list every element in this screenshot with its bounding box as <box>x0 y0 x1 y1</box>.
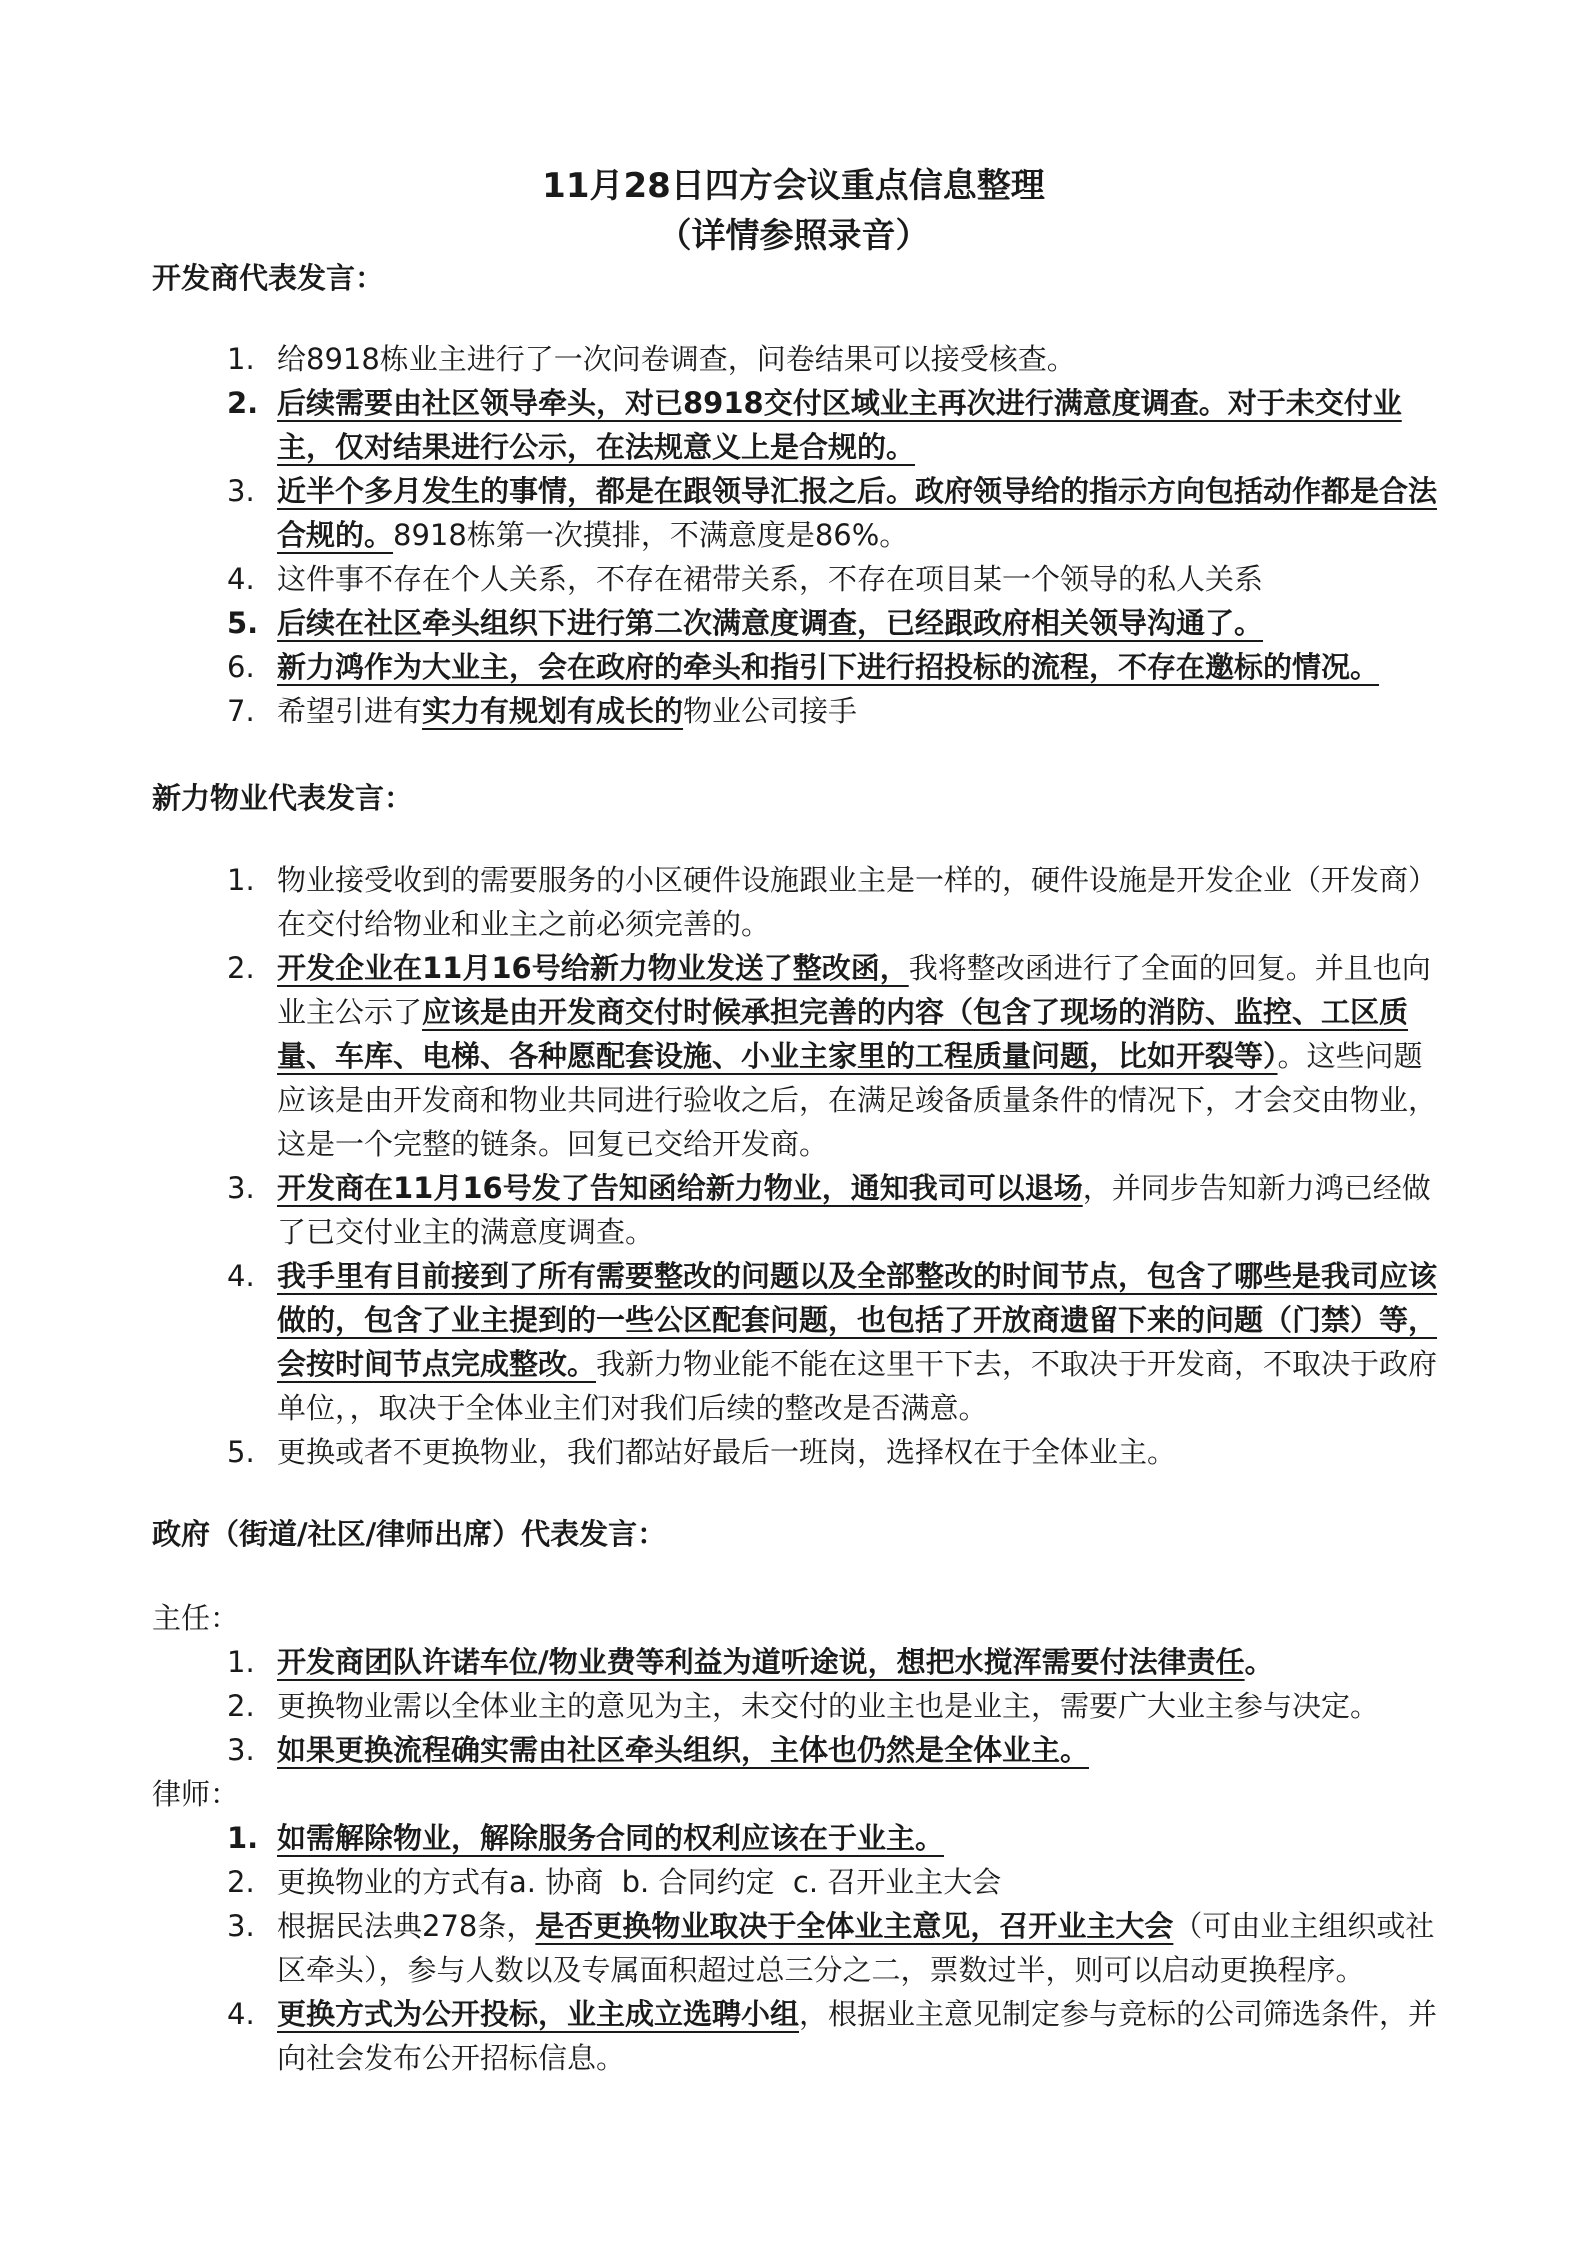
item-number: 1. <box>227 863 255 897</box>
document-title: 11月28日四方会议重点信息整理 <box>542 166 1045 206</box>
item-text: ，根据业主意见制定参与竞标的公司筛选条件，并向社会发布公开招标信息。 <box>277 1997 1438 2075</box>
list-item <box>152 337 1442 381</box>
item-text: 更换或者不更换物业，我们都站好最后一班岗，选择权在于全体业主。 <box>277 1435 1177 1469</box>
list-item <box>152 1992 1442 2080</box>
item-text: 。这些问题应该是由开发商和物业共同进行验收之后，在满足竣备质量条件的情况下，才会交由物业，这是一个完整的链条。回复已交给开发商。 <box>277 1039 1438 1161</box>
item-text: 物业公司接手 <box>683 694 858 728</box>
item-number: 2. <box>227 1689 255 1723</box>
item-text-highlighted: 是否更换物业取决于全体业主意见，召开业主大会 <box>535 1909 1174 1943</box>
item-number: 5. <box>227 1435 255 1469</box>
list-item <box>152 858 1442 946</box>
list-item <box>152 1816 1442 1860</box>
item-number: 4. <box>227 1997 255 2031</box>
item-text: 这件事不存在个人关系，不存在裙带关系，不存在项目某一个领导的私人关系 <box>277 562 1264 596</box>
item-text-highlighted: 近半个多月发生的事情，都是在跟领导汇报之后。政府领导给的指示方向包括动作都是合法合规的。 <box>277 474 1438 552</box>
item-number: 3. <box>227 474 255 508</box>
list-item <box>152 1728 1442 1772</box>
government-heading: 政府（街道/社区/律师出席）代表发言： <box>152 1517 667 1551</box>
item-text-highlighted: 新力鸿作为大业主，会在政府的牵头和指引下进行招投标的流程，不存在邀标的情况。 <box>277 650 1380 684</box>
list-item <box>152 1684 1442 1728</box>
property-list <box>152 858 1442 1474</box>
item-text: 8918栋第一次摸排，不满意度是86%。 <box>393 518 909 552</box>
item-text-highlighted: 如需解除物业，解除服务合同的权利应该在于业主。 <box>277 1821 945 1855</box>
property-heading: 新力物业代表发言： <box>152 781 414 815</box>
list-item <box>152 1430 1442 1474</box>
list-item <box>152 645 1442 689</box>
lawyer-label: 律师： <box>152 1777 240 1811</box>
developer-list <box>152 337 1442 733</box>
item-text: 给8918栋业主进行了一次问卷调查，问卷结果可以接受核查。 <box>277 342 1076 376</box>
item-number: 1. <box>227 342 255 376</box>
item-text-highlighted: 更换方式为公开投标，业主成立选聘小组 <box>277 1997 800 2031</box>
item-number: 5. <box>227 606 259 640</box>
item-number: 6. <box>227 650 255 684</box>
list-item <box>152 1904 1442 1992</box>
developer-heading: 开发商代表发言： <box>152 261 385 295</box>
item-text: ，并同步告知新力鸿已经做了已交付业主的满意度调查。 <box>277 1171 1431 1249</box>
item-number: 3. <box>227 1733 255 1767</box>
item-text: 更换物业的方式有a. 协商 b. 合同约定 c. 召开业主大会 <box>277 1865 1002 1899</box>
item-text: 我将整改函进行了全面的回复。并且也向业主公示了 <box>277 951 1431 1029</box>
list-item <box>152 1254 1442 1430</box>
item-number: 2. <box>227 951 255 985</box>
list-item <box>152 1166 1442 1254</box>
list-item <box>152 1860 1442 1904</box>
item-text-highlighted: 如果更换流程确实需由社区牵头组织，主体也仍然是全体业主。 <box>277 1733 1090 1767</box>
item-text-highlighted: 应该是由开发商交付时候承担完善的内容（包含了现场的消防、监控、工区质量、车库、电梯、各种愿配套设施、小业主家里的工程质量问题，比如开裂等） <box>277 995 1409 1073</box>
lawyer-list <box>152 1816 1442 2080</box>
item-number: 3. <box>227 1171 255 1205</box>
item-number: 7. <box>227 694 255 728</box>
item-number: 1. <box>227 1645 255 1679</box>
item-text-highlighted: 开发企业在11月16号给新力物业发送了整改函， <box>277 951 909 985</box>
item-number: 2. <box>227 1865 255 1899</box>
list-item <box>152 601 1442 645</box>
item-number: 1. <box>227 1821 259 1855</box>
list-item <box>152 946 1442 1166</box>
director-list <box>152 1640 1442 1772</box>
item-text: 更换物业需以全体业主的意见为主，未交付的业主也是业主，需要广大业主参与决定。 <box>277 1689 1380 1723</box>
item-text-highlighted: 开发商在11月16号发了告知函给新力物业，通知我司可以退场 <box>277 1171 1083 1205</box>
list-item <box>152 689 1442 733</box>
item-text: 我新力物业能不能在这里干下去，不取决于开发商，不取决于政府单位，，取决于全体业主们对我们后续的整改是否满意。 <box>277 1347 1438 1425</box>
item-number: 4. <box>227 1259 255 1293</box>
item-text: 物业接受收到的需要服务的小区硬件设施跟业主是一样的，硬件设施是开发企业（开发商）在交付给物业和业主之前必须完善的。 <box>277 863 1438 941</box>
item-text: 根据民法典278条， <box>277 1909 536 1943</box>
director-label: 主任： <box>152 1601 240 1635</box>
list-item <box>152 469 1442 557</box>
item-text-highlighted: 后续需要由社区领导牵头，对已8918交付区域业主再次进行满意度调查。对于未交付业主，仅对结果进行公示，在法规意义上是合规的。 <box>277 386 1402 464</box>
item-number: 2. <box>227 386 259 420</box>
item-text-highlighted: 后续在社区牵头组织下进行第二次满意度调查，已经跟政府相关领导沟通了。 <box>277 606 1264 640</box>
item-number: 3. <box>227 1909 255 1943</box>
item-text: 。 <box>1244 1645 1274 1679</box>
item-text: 希望引进有 <box>277 694 423 728</box>
item-text-highlighted: 开发商团队许诺车位/物业费等利益为道听途说，想把水搅浑需要付法律责任 <box>277 1645 1245 1679</box>
item-text-highlighted: 实力有规划有成长的 <box>422 694 684 728</box>
item-text: （可由业主组织或社区牵头），参与人数以及专属面积超过总三分之二，票数过半，则可以启动更换程序。 <box>277 1909 1435 1987</box>
list-item <box>152 1640 1442 1684</box>
item-number: 4. <box>227 562 255 596</box>
list-item <box>152 381 1442 469</box>
item-text-highlighted: 我手里有目前接到了所有需要整改的问题以及全部整改的时间节点，包含了哪些是我司应该做的，包含了业主提到的一些公区配套问题，也包括了开放商遗留下来的问题（门禁）等，会按时间节点完成整改。 <box>277 1259 1438 1381</box>
list-item <box>152 557 1442 601</box>
document-subtitle: （详情参照录音） <box>657 216 930 256</box>
